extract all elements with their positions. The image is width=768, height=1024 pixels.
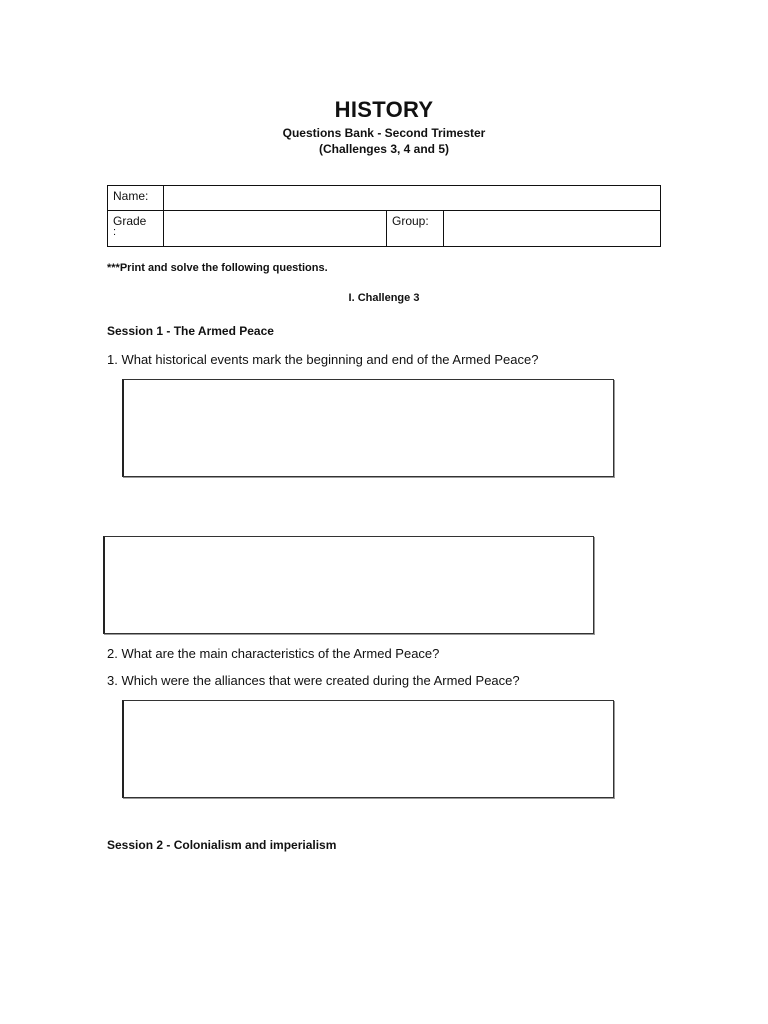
instructions: ***Print and solve the following questions. <box>107 262 328 274</box>
name-row <box>108 186 661 211</box>
page-subtitle-challenges: (Challenges 3, 4 and 5) <box>318 142 450 156</box>
group-label: Group: <box>387 211 444 247</box>
page-title: HISTORY <box>334 97 434 122</box>
grade-label-text: Grade <box>113 214 147 228</box>
answer-box-2[interactable] <box>103 536 594 634</box>
name-field[interactable] <box>164 186 661 211</box>
answer-box-3[interactable] <box>122 700 614 798</box>
grade-field[interactable] <box>164 211 387 247</box>
grade-label <box>108 211 164 247</box>
challenge-heading: I. Challenge 3 <box>348 292 420 304</box>
question-1: 1. What historical events mark the beginning and end of the Armed Peace? <box>107 352 539 367</box>
name-label: Name: <box>108 186 164 211</box>
answer-box-1[interactable] <box>122 379 614 477</box>
question-2: 2. What are the main characteristics of the Armed Peace? <box>107 646 440 661</box>
student-info-table <box>107 185 661 247</box>
page-subtitle: Questions Bank - Second Trimester <box>282 126 486 140</box>
group-field[interactable] <box>444 211 661 247</box>
grade-label-colon: : <box>113 226 117 238</box>
question-3: 3. Which were the alliances that were created during the Armed Peace? <box>107 673 520 688</box>
session-2-heading: Session 2 - Colonialism and imperialism <box>107 838 337 852</box>
session-1-heading: Session 1 - The Armed Peace <box>107 324 274 338</box>
grade-group-row <box>108 211 661 247</box>
